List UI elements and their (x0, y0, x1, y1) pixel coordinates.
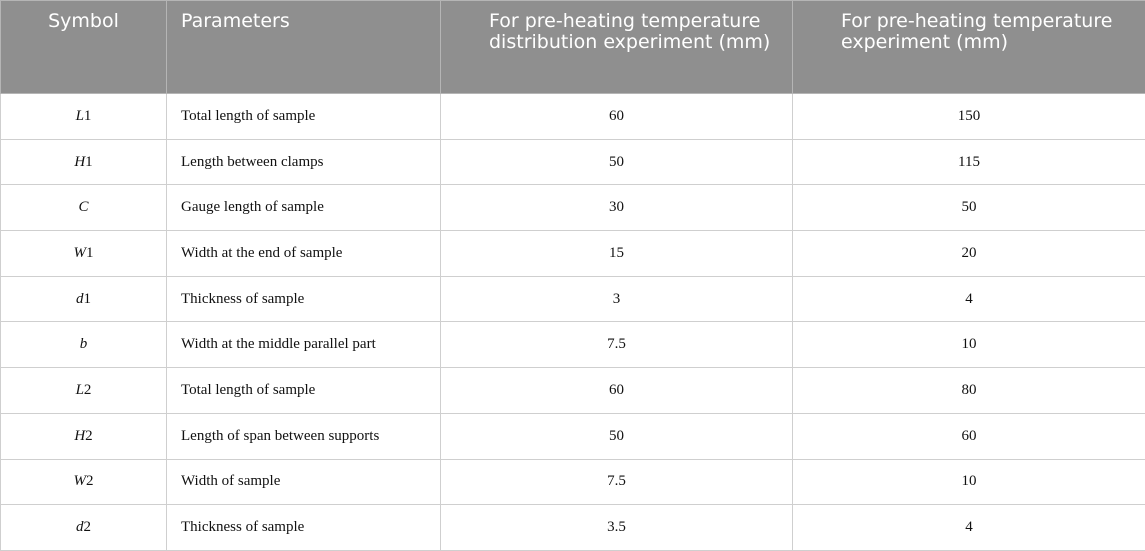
header-parameters: Parameters (167, 1, 441, 94)
symbol-index: 2 (84, 519, 92, 535)
parameter-cell: Total length of sample (167, 368, 441, 414)
table-row (1, 322, 1145, 368)
symbol-letter: d (76, 519, 84, 535)
symbol-cell (1, 231, 167, 277)
parameter-cell: Width at the end of sample (167, 231, 441, 277)
experiment-value-cell: 60 (793, 413, 1145, 459)
symbol-cell (1, 459, 167, 505)
symbol-letter: L (76, 108, 84, 124)
experiment-value-cell: 50 (793, 185, 1145, 231)
experiment-value-cell: 10 (793, 322, 1145, 368)
experiment-value-cell: 10 (793, 459, 1145, 505)
symbol-letter: W (74, 473, 87, 489)
table-row (1, 276, 1145, 322)
symbol-index: 2 (85, 428, 93, 444)
symbol-cell (1, 185, 167, 231)
parameter-cell: Length between clamps (167, 139, 441, 185)
parameter-cell: Width of sample (167, 459, 441, 505)
table-row (1, 185, 1145, 231)
symbol-cell (1, 413, 167, 459)
table-row (1, 413, 1145, 459)
symbol-letter: H (74, 154, 85, 170)
table-row (1, 94, 1145, 140)
parameter-cell: Gauge length of sample (167, 185, 441, 231)
symbol-index: 1 (84, 108, 92, 124)
symbol-index: 1 (86, 245, 94, 261)
table-row (1, 459, 1145, 505)
distribution-value-cell: 7.5 (441, 322, 793, 368)
parameter-cell: Width at the middle parallel part (167, 322, 441, 368)
experiment-value-cell: 115 (793, 139, 1145, 185)
distribution-value-cell: 60 (441, 94, 793, 140)
parameter-cell: Total length of sample (167, 94, 441, 140)
symbol-cell (1, 94, 167, 140)
distribution-value-cell: 50 (441, 413, 793, 459)
symbol-letter: L (76, 382, 84, 398)
table-row (1, 139, 1145, 185)
experiment-value-cell: 80 (793, 368, 1145, 414)
table-body (1, 94, 1145, 551)
symbol-cell (1, 368, 167, 414)
symbol-letter: W (74, 245, 87, 261)
symbol-letter: C (78, 199, 88, 215)
header-row (1, 1, 1145, 94)
distribution-value-cell: 60 (441, 368, 793, 414)
symbol-cell (1, 322, 167, 368)
experiment-value-cell: 20 (793, 231, 1145, 277)
experiment-value-cell: 4 (793, 276, 1145, 322)
parameter-cell: Thickness of sample (167, 276, 441, 322)
header-symbol: Symbol (1, 1, 167, 94)
symbol-index: 2 (86, 473, 94, 489)
experiment-value-cell: 4 (793, 505, 1145, 551)
parameter-cell: Length of span between supports (167, 413, 441, 459)
header-distribution-experiment: For pre-heating temperature distribution experiment (mm) (441, 1, 793, 94)
symbol-cell (1, 139, 167, 185)
table-row (1, 231, 1145, 277)
header-temperature-experiment: For pre-heating temperature experiment (mm) (793, 1, 1145, 94)
distribution-value-cell: 50 (441, 139, 793, 185)
symbol-index: 2 (84, 382, 92, 398)
symbol-index: 1 (85, 154, 93, 170)
distribution-value-cell: 3.5 (441, 505, 793, 551)
symbol-letter: b (80, 336, 88, 352)
symbol-letter: H (74, 428, 85, 444)
table-header (1, 1, 1145, 94)
distribution-value-cell: 3 (441, 276, 793, 322)
distribution-value-cell: 7.5 (441, 459, 793, 505)
symbol-index: 1 (84, 291, 92, 307)
symbol-cell (1, 276, 167, 322)
experiment-value-cell: 150 (793, 94, 1145, 140)
table-row (1, 505, 1145, 551)
table-row (1, 368, 1145, 414)
parameter-cell: Thickness of sample (167, 505, 441, 551)
distribution-value-cell: 15 (441, 231, 793, 277)
symbol-letter: d (76, 291, 84, 307)
symbol-cell (1, 505, 167, 551)
distribution-value-cell: 30 (441, 185, 793, 231)
